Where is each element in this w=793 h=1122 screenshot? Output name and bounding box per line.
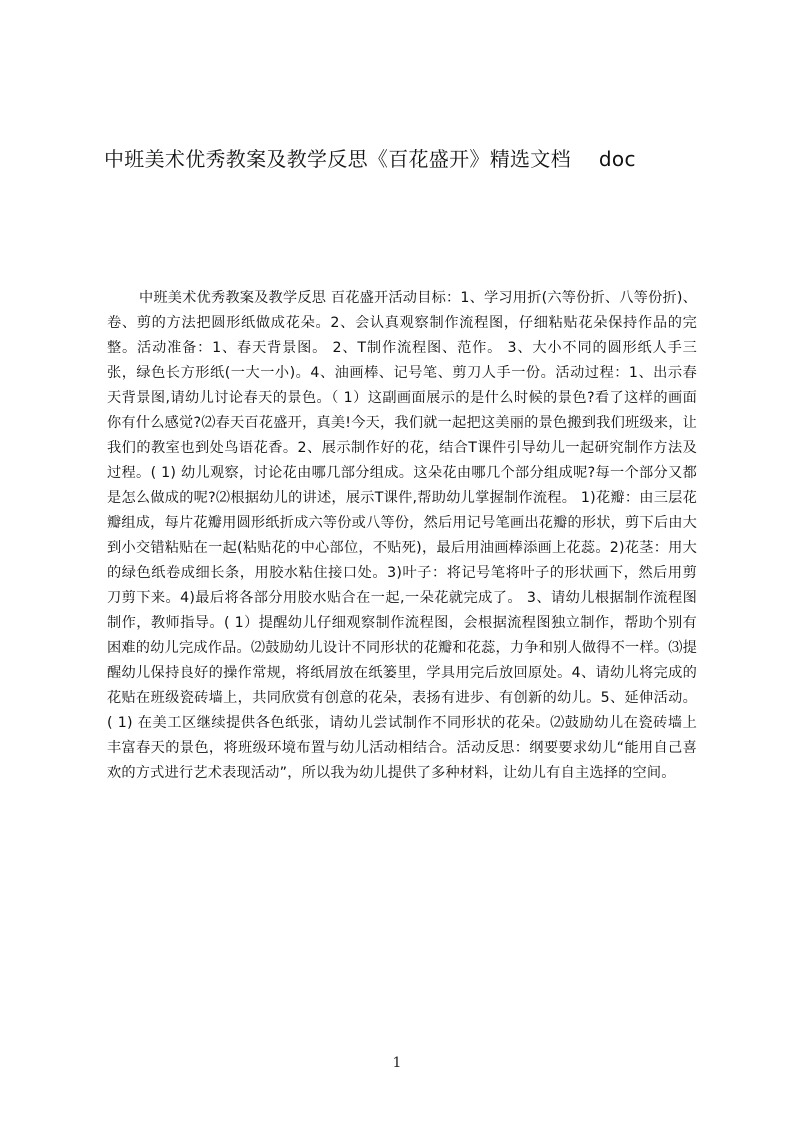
page-number: 1 bbox=[392, 1055, 402, 1071]
document-title-text: 中班美术优秀教案及教学反思《百花盛开》精选文档 bbox=[104, 147, 571, 171]
document-title bbox=[104, 143, 714, 175]
body-paragraph: 中班美术优秀教案及教学反思 百花盛开活动目标：1、学习用折(六等份折、八等份折)、卷、剪的方法把圆形纸做成花朵。2、会认真观察制作流程图，仔细粘贴花朵保持作品的完整。活动准备：1、春天背景图。 2、T制作流程图、范作。 3、大小不同的圆形纸人手三张，绿色长方形纸(一大一小)。4、油画棒、记号笔、剪刀人手一份。活动过程：1、出示春天背景图,请幼儿讨论春天的景色。（ 1）这副画面展示的是什么时候的景色?看了这样的画面你有什么感觉?⑵春天百花盛开，真美!今天，我们就一起把这美丽的景色搬到我们班级来，让我们的教室也到处鸟语花香。2、展示制作好的花，结合T课件引导幼儿一起研究制作方法及过程。( 1) 幼儿观察，讨论花由哪几部分组成。这朵花由哪几个部分组成呢?每一个部分又都是怎么做成的呢?⑵根据幼儿的讲述，展示T课件,帮助幼儿掌握制作流程。 1)花瓣：由三层花瓣组成，每片花瓣用圆形纸折成六等份或八等份，然后用记号笔画出花瓣的形状，剪下后由大到小交错粘贴在一起(粘贴花的中心部位，不贴死)，最后用油画棒添画上花蕊。2)花茎：用大的绿色纸卷成细长条，用胶水粘住接口处。3)叶子：将记号笔将叶子的形状画下，然后用剪刀剪下来。4)最后将各部分用胶水贴合在一起,一朵花就完成了。 3、请幼儿根据制作流程图制作，教师指导。( 1）提醒幼儿仔细观察制作流程图，会根据流程图独立制作，帮助个别有困难的幼儿完成作品。⑵鼓励幼儿设计不同形状的花瓣和花蕊，力争和别人做得不一样。⑶提醒幼儿保持良好的操作常规，将纸屑放在纸篓里，学具用完后放回原处。4、请幼儿将完成的花贴在班级瓷砖墙上，共同欣赏有创意的花朵，表扬有进步、有创新的幼儿。5、延伸活动。( 1) 在美工区继续提供各色纸张，请幼儿尝试制作不同形状的花朵。⑵鼓励幼儿在瓷砖墙上丰富春天的景色，将班级环境布置与幼儿活动相结合。活动反思：纲要要求幼儿“能用自己喜欢的方式进行艺术表现活动”，所以我为幼儿提供了多种材料，让幼儿有自主选择的空间。 bbox=[107, 290, 697, 781]
document-title-suffix: doc bbox=[598, 147, 636, 171]
document-body bbox=[107, 286, 697, 886]
